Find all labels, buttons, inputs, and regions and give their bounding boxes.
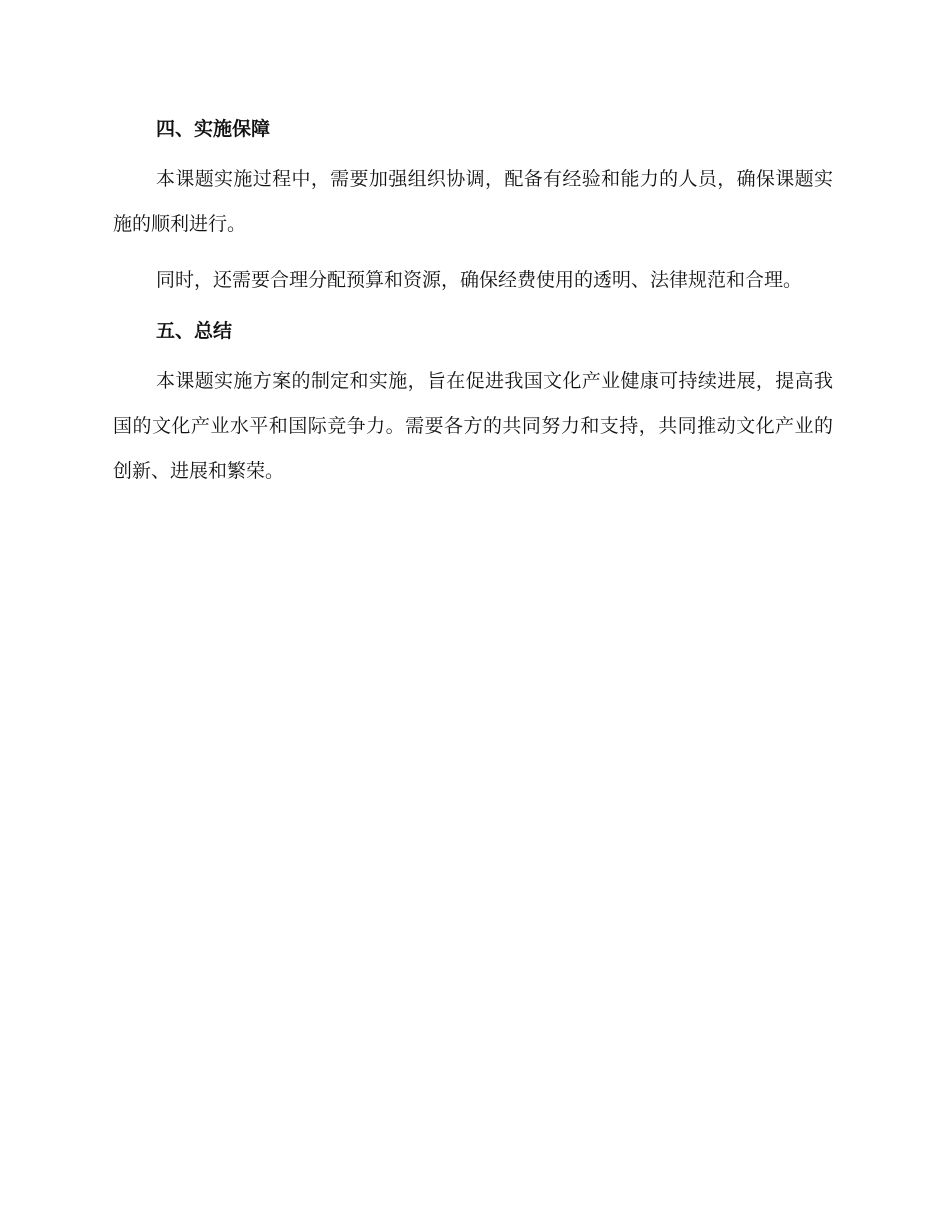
paragraph-summary: 本课题实施方案的制定和实施，旨在促进我国文化产业健康可持续进展，提高我国的文化产业水平和国际竞争力。需要各方的共同努力和支持，共同推动文化产业的创新、进展和繁荣。 xyxy=(113,370,833,482)
section-heading-summary: 五、总结 xyxy=(156,320,233,342)
paragraph-budget-resources: 同时，还需要合理分配预算和资源，确保经费使用的透明、法律规范和合理。 xyxy=(156,269,803,291)
section-heading-implementation-guarantee: 四、实施保障 xyxy=(156,118,271,140)
document-body xyxy=(113,112,833,505)
paragraph-organization-coordination: 本课题实施过程中，需要加强组织协调，配备有经验和能力的人员，确保课题实施的顺利进行。 xyxy=(113,168,833,235)
